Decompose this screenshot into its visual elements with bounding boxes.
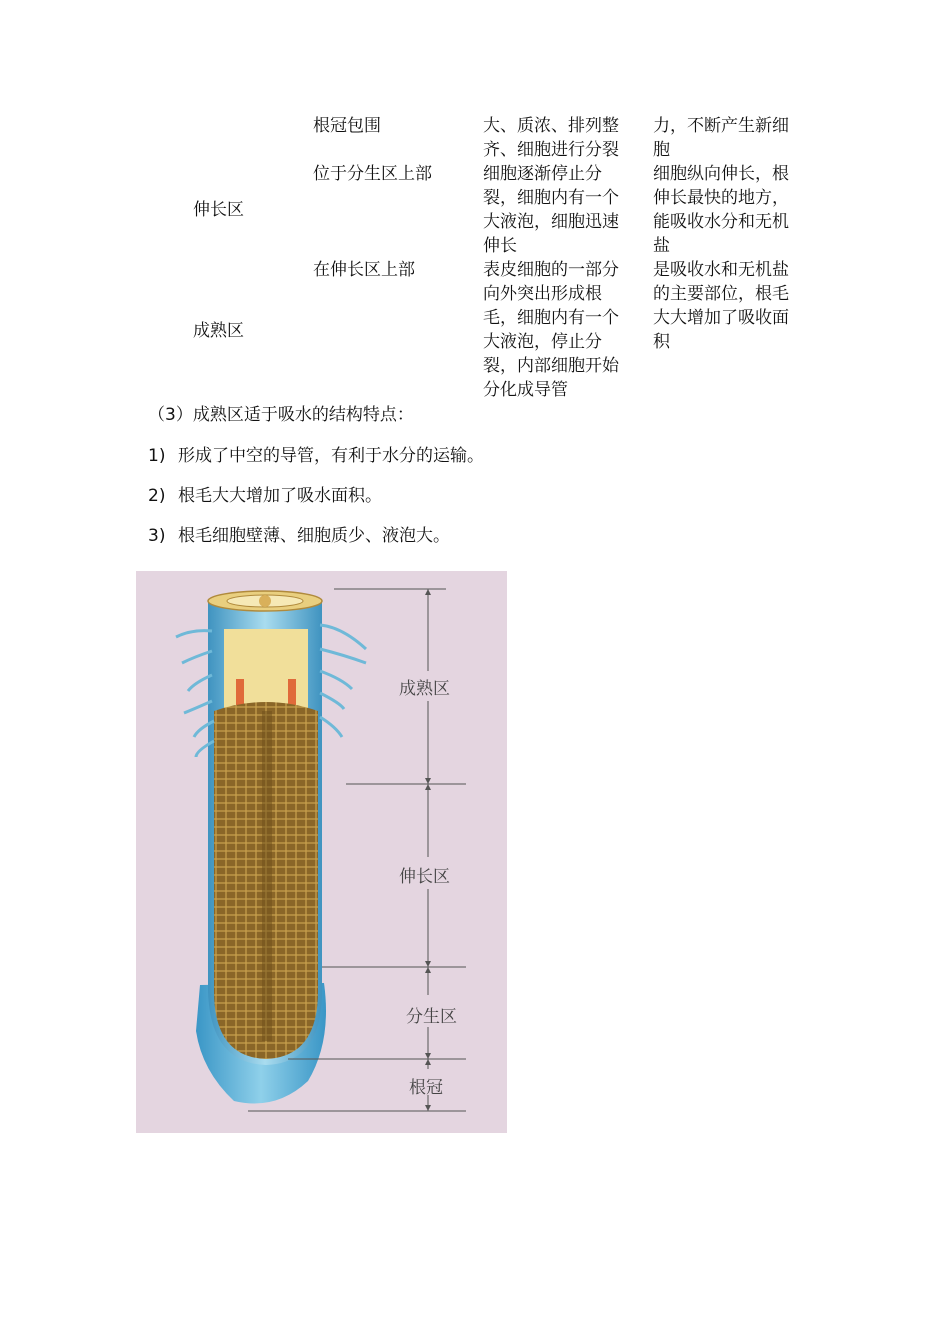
maturation-zone-position: 在伸长区上部 xyxy=(313,260,415,280)
root-tip-diagram xyxy=(136,571,507,1133)
maturation-zone-name: 成熟区 xyxy=(193,321,244,341)
label-maturation-zone: 成熟区 xyxy=(399,679,450,699)
label-root-cap: 根冠 xyxy=(409,1078,443,1098)
maturation-zone-features: 表皮细胞的一部分 向外突出形成根 毛，细胞内有一个 大液泡，停止分 裂，内部细胞开始 分化成导管 xyxy=(483,260,619,400)
label-meristem-zone: 分生区 xyxy=(406,1007,457,1027)
maturation-zone-function: 是吸收水和无机盐 的主要部位，根毛 大大增加了吸收面 积 xyxy=(653,260,789,352)
root-cap-position: 根冠包围 xyxy=(313,116,381,136)
elongation-zone-function: 细胞纵向伸长，根 伸长最快的地方， 能吸收水分和无机 盐 xyxy=(653,164,789,256)
elongation-zone-features: 细胞逐渐停止分 裂，细胞内有一个 大液泡，细胞迅速 伸长 xyxy=(483,164,619,256)
section-heading: （3）成熟区适于吸水的结构特点： xyxy=(148,405,414,425)
list-item: 3) 根毛细胞壁薄、细胞质少、液泡大。 xyxy=(148,526,450,546)
meristem-features-tail: 大、质浓、排列整 齐、细胞进行分裂 xyxy=(483,116,619,160)
root-tip-illustration xyxy=(136,571,507,1133)
meristem-function-tail: 力，不断产生新细 胞 xyxy=(653,116,789,160)
label-elongation-zone: 伸长区 xyxy=(399,867,450,887)
elongation-zone-position: 位于分生区上部 xyxy=(313,164,432,184)
elongation-zone-name: 伸长区 xyxy=(193,200,244,220)
list-item: 1) 形成了中空的导管，有利于水分的运输。 xyxy=(148,446,484,466)
list-item: 2) 根毛大大增加了吸水面积。 xyxy=(148,486,382,506)
